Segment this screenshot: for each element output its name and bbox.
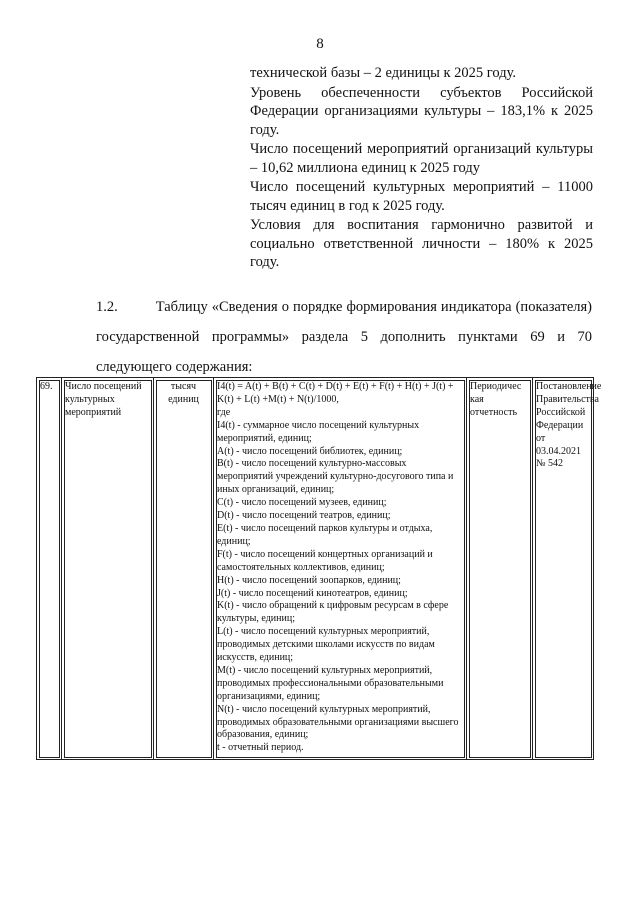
formula-line: E(t) - число посещений парков культуры и отдыха, единиц;	[217, 522, 433, 547]
formula-line: J(t) - число посещений кинотеатров, единиц;	[217, 587, 408, 599]
cell-unit: тысяч единиц	[154, 378, 214, 760]
cell-number: 69.	[37, 378, 62, 760]
formula-line: L(t) - число посещений культурных мероприятий, проводимых детскими школами искусств по видам искусств, единиц;	[217, 626, 435, 664]
formula-line: N(t) - число посещений культурных мероприятий, проводимых образовательными организациями высшего образования, единиц;	[217, 703, 459, 741]
intro-paragraph: Уровень обеспеченности субъектов Российской Федерации организациями культуры – 183,1% к 2025 году.	[250, 84, 593, 138]
amendment-number: 1.2.	[96, 299, 118, 315]
formula-line: I4(t) = A(t) + B(t) + C(t) + D(t) + E(t) + F(t) + H(t) + J(t) + K(t) + L(t) +M(t) + N(t)/1000,	[217, 381, 454, 405]
intro-paragraph: технической базы – 2 единицы к 2025 году.	[250, 65, 517, 81]
formula-line: D(t) - число посещений театров, единиц;	[217, 510, 391, 522]
intro-paragraph: Число посещений культурных мероприятий – 11000 тысяч единиц в год к 2025 году.	[250, 179, 593, 214]
formula-line: A(t) - число посещений библиотек, единиц;	[217, 445, 403, 457]
formula-line: t - отчетный период.	[217, 742, 304, 754]
cell-indicator-name: Число посещений культурных мероприятий	[62, 378, 154, 760]
formula-line: B(t) - число посещений культурно-массовых мероприятий учреждений культурно-досугового типа и иных организаций, единиц;	[217, 458, 454, 496]
intro-text	[250, 64, 593, 273]
formula-line: I4(t) - суммарное число посещений культурных мероприятий, единиц;	[217, 419, 420, 444]
table-row	[37, 378, 594, 760]
formula-line: где	[217, 406, 231, 418]
cell-document: Постановление Правительства Российской Федерации от 03.04.2021 № 542	[533, 378, 594, 760]
formula-line: H(t) - число посещений зоопарков, единиц;	[217, 574, 401, 586]
formula-line: C(t) - число посещений музеев, единиц;	[217, 497, 387, 509]
intro-paragraph: Условия для воспитания гармонично развитой и социально ответственной личности – 180% к 2025 году.	[250, 217, 593, 270]
amendment-text: Таблицу «Сведения о порядке формирования индикатора (показателя) государственной программы» раздела 5 дополнить пунктами 69 и 70 следующего содержания:	[96, 299, 592, 375]
cell-formula	[214, 378, 467, 760]
formula-line: K(t) - число обращений к цифровым ресурсам в сфере культуры, единиц;	[217, 600, 449, 625]
formula-line: F(t) - число посещений концертных организаций и самостоятельных коллективов, единиц;	[217, 548, 433, 573]
cell-periodicity: Периодичес кая отчетность	[467, 378, 533, 760]
intro-paragraph: Число посещений мероприятий организаций культуры – 10,62 миллиона единиц к 2025 году	[250, 141, 593, 176]
amendment-paragraph	[96, 292, 592, 382]
formula-line: M(t) - число посещений культурных мероприятий, проводимых профессиональными образовательными организациями, единиц;	[217, 664, 444, 702]
page-number: 8	[316, 36, 324, 52]
indicator-table	[36, 377, 602, 760]
